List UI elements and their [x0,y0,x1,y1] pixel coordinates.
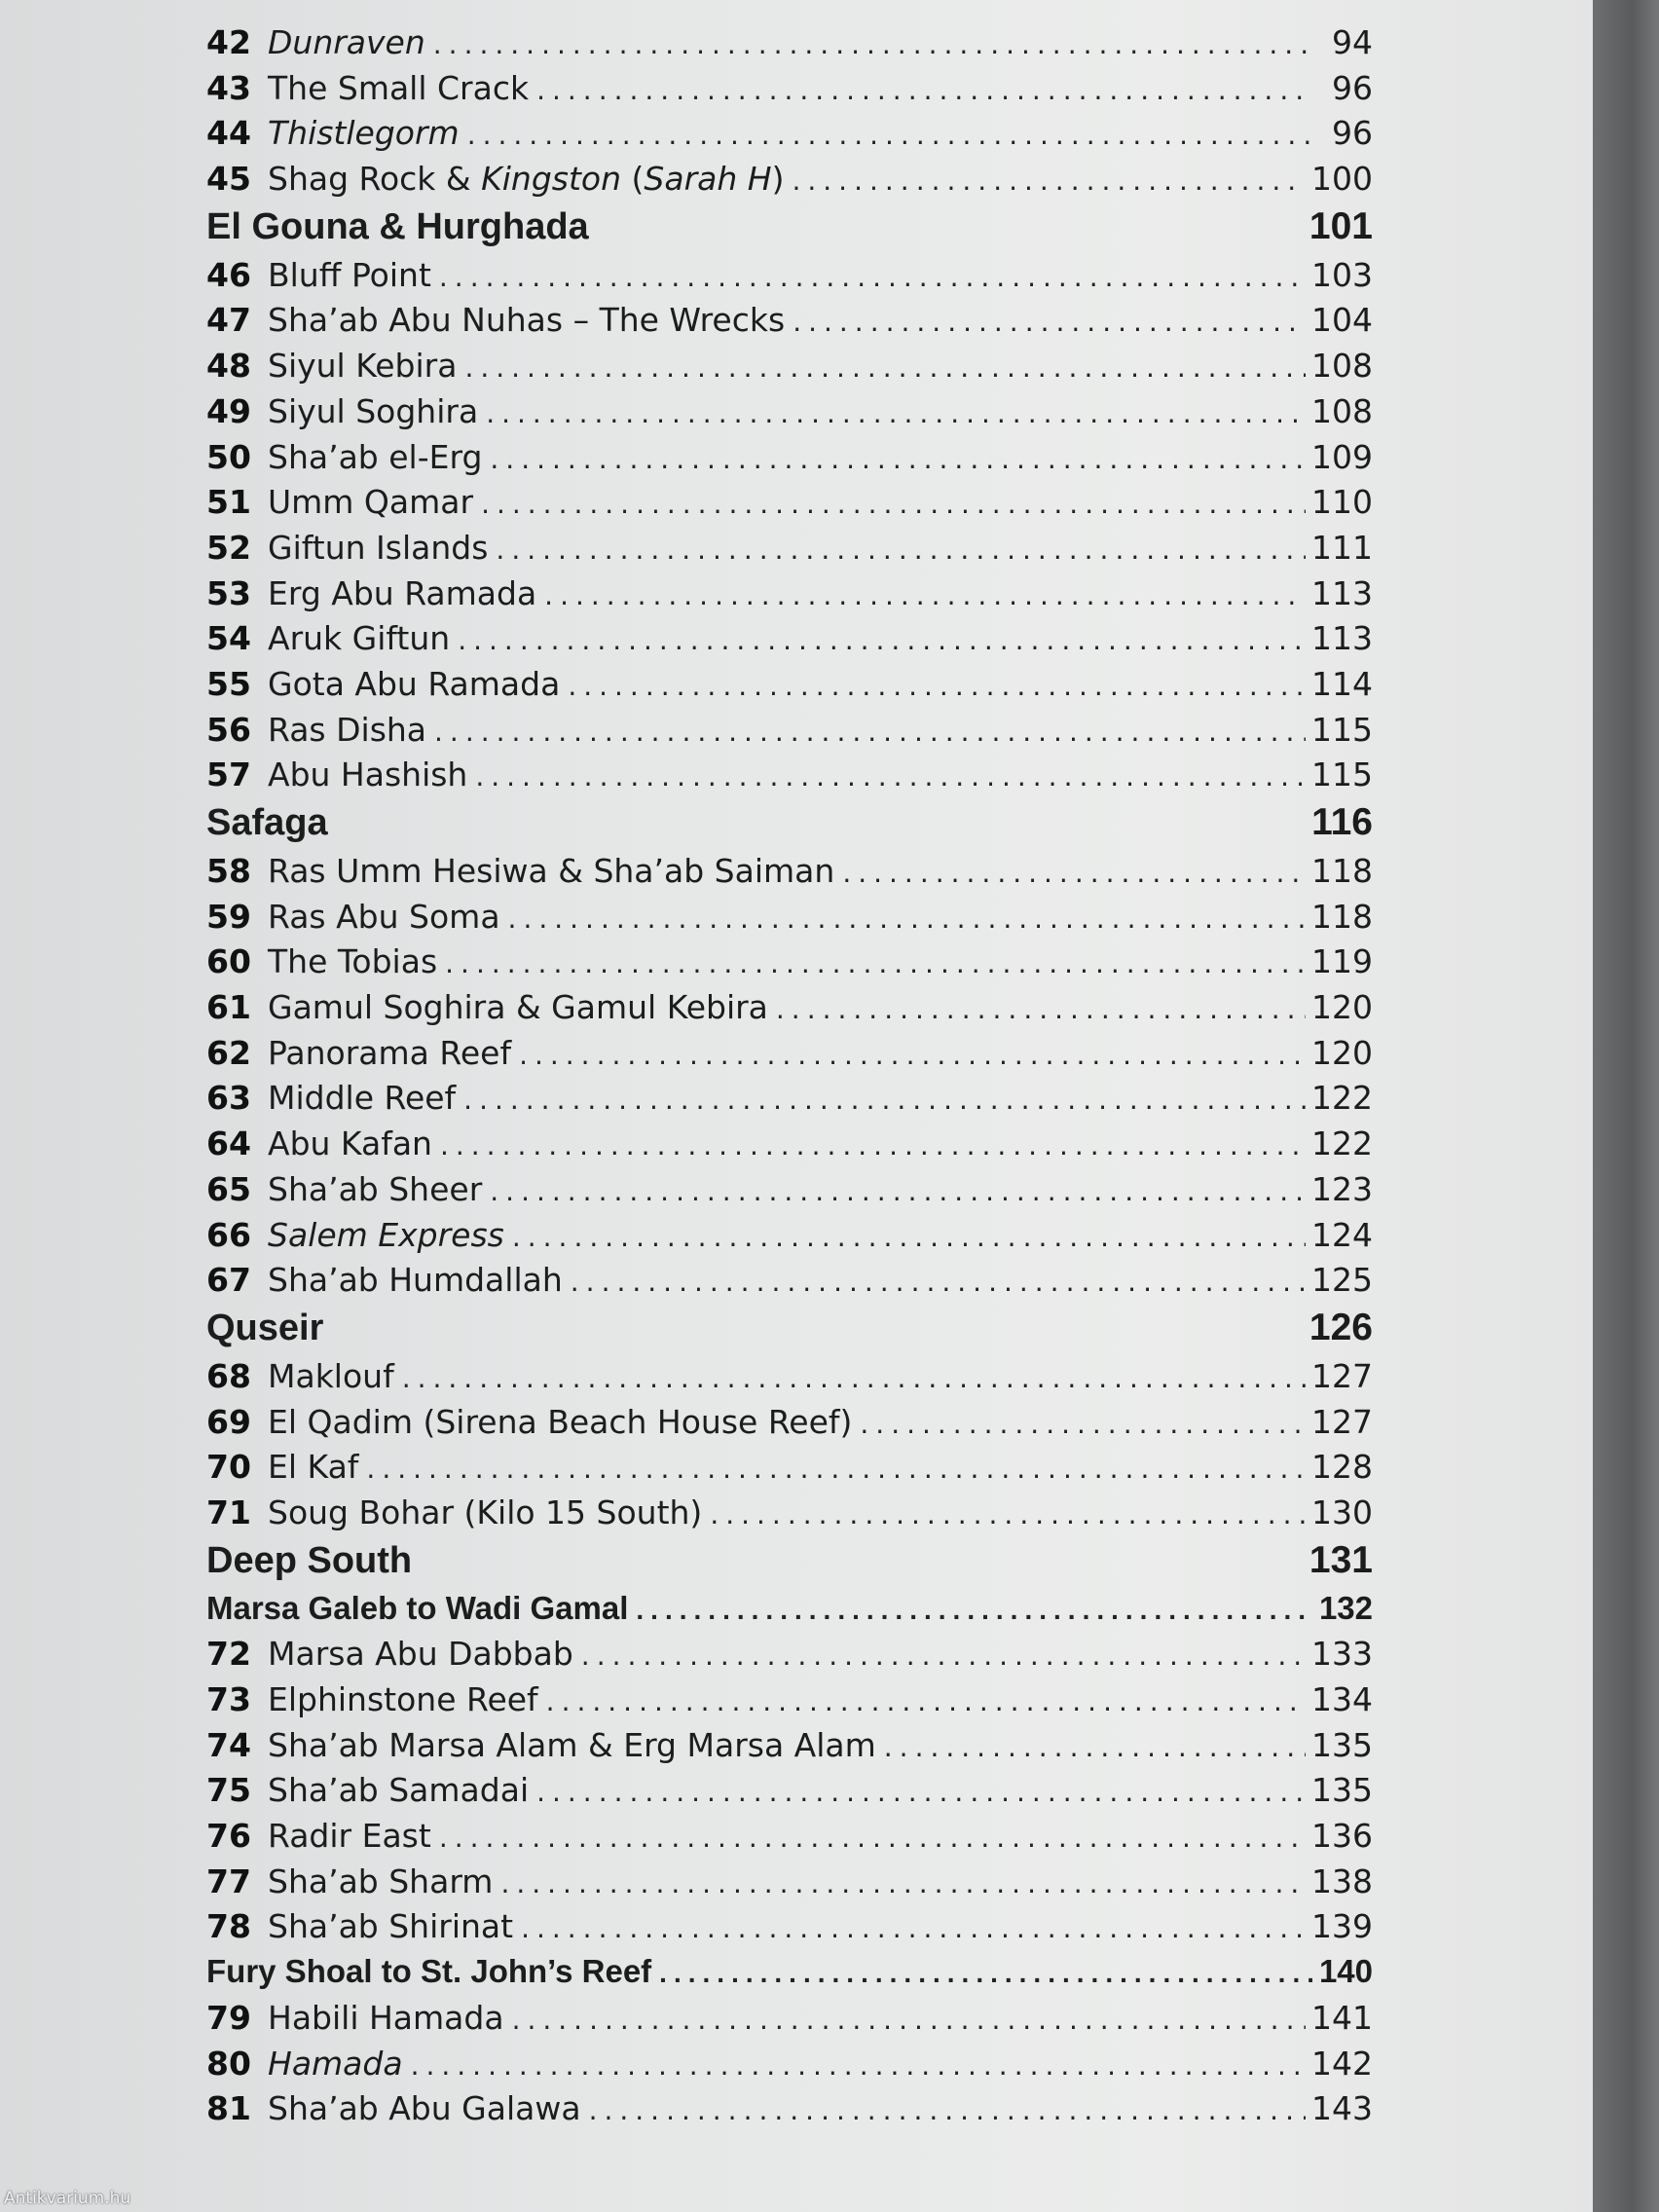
entry-number: 46 [206,255,251,294]
entry-number: 65 [206,1169,251,1208]
title-part: Erg Abu Ramada [268,573,537,612]
title-part: Radir East [268,1817,431,1856]
entry-title [268,1357,402,1395]
dot-leader [521,1912,1306,1944]
entry-number: 66 [206,1215,251,1254]
title-part: Siyul Soghira [268,391,479,430]
page-number: 139 [1311,1907,1373,1946]
entry-title [268,988,776,1026]
page-number: 104 [1311,301,1373,340]
section-title: Deep South [206,1539,413,1581]
toc-entry [206,483,1373,529]
entry-title [268,114,467,152]
entry-title [268,1862,500,1900]
entry-title [268,942,445,980]
dot-leader [636,1595,1312,1626]
toc-entry [206,256,1373,302]
toc-entry [206,1771,1373,1817]
italic-title-part: Thistlegorm [268,114,460,153]
watermark: Antikvarium.hu [4,2189,131,2208]
dot-leader [445,947,1306,979]
toc-subsection [206,1953,1373,1999]
toc-entry [206,1999,1373,2045]
section-heading-safaga [206,801,1373,852]
dot-leader [458,624,1306,656]
toc-entry [206,1493,1373,1539]
entry-number: 64 [206,1124,251,1163]
title-part: Sha’ab el-Erg [268,437,483,476]
entry-title [268,347,464,385]
page-number: 140 [1318,1953,1373,1990]
dot-leader [842,857,1306,889]
entry-title [268,619,458,657]
entry-title [268,392,486,430]
title-part: Marsa Galeb to Wadi Gamal [206,1589,629,1626]
entry-number: 58 [206,852,251,890]
page-number: 122 [1311,1079,1373,1118]
page-number: 127 [1311,1402,1373,1441]
entry-title [268,301,793,339]
entry-title [268,1170,490,1208]
entry-number: 71 [206,1493,251,1531]
title-part: Umm Qamar [268,483,474,522]
entry-title [268,1726,884,1764]
page-number: 96 [1332,68,1373,107]
toc-entry [206,1124,1373,1170]
section-heading-el-gouna-hurghada [206,205,1373,256]
page-number: 130 [1311,1493,1373,1531]
dot-leader [568,670,1306,702]
title-part: ) [771,160,785,199]
page-number: 118 [1311,897,1373,936]
toc-entry [206,898,1373,943]
toc-entry [206,1448,1373,1493]
subsection-title [206,1590,636,1627]
entry-number: 57 [206,756,251,794]
page-number: 122 [1311,1124,1373,1163]
page-number: 115 [1311,710,1373,749]
section-title: El Gouna & Hurghada [206,205,589,247]
dot-leader [884,1731,1306,1763]
title-part: Marsa Abu Dabbab [268,1635,573,1674]
toc-entry [206,2089,1373,2135]
entry-title [268,898,508,936]
entry-number: 75 [206,1771,251,1810]
entry-number: 67 [206,1261,251,1300]
dot-leader [500,1867,1306,1899]
dot-leader [508,903,1306,935]
toc-entry [206,852,1373,898]
entry-title [268,711,434,749]
toc-entry [206,1862,1373,1908]
page-number: 141 [1311,1998,1373,2037]
entry-number: 51 [206,483,251,522]
title-part: Abu Kafan [268,1124,432,1163]
page-number: 110 [1311,483,1373,522]
title-part: Sha’ab Marsa Alam & Erg Marsa Alam [268,1725,876,1764]
title-part: Sha’ab Sharm [268,1862,494,1900]
italic-title-part: Kingston [481,160,622,199]
page-number: 134 [1311,1680,1373,1718]
entry-number: 47 [206,301,251,340]
toc-entry [206,1216,1373,1262]
entry-title [268,2089,589,2127]
title-part: Fury Shoal to St. John’s Reef [206,1953,652,1990]
dot-leader [776,993,1306,1025]
dot-leader [490,443,1306,475]
dot-leader [486,397,1306,429]
dot-leader [402,1362,1306,1394]
toc-subsection [206,1590,1373,1636]
title-part: Sha’ab Abu Galawa [268,2089,581,2128]
title-part: Maklouf [268,1356,394,1395]
page-number: 109 [1311,437,1373,476]
title-part: Sha’ab Samadai [268,1771,530,1810]
toc-entry [206,2045,1373,2090]
page-number: 123 [1311,1169,1373,1208]
title-part: The Small Crack [268,68,530,107]
entry-title [268,1999,512,2037]
page-number: 103 [1311,255,1373,294]
section-page-number: 126 [1309,1306,1373,1348]
toc-entry [206,23,1373,69]
dot-leader [481,488,1306,520]
entry-number: 72 [206,1635,251,1674]
entry-number: 44 [206,114,251,153]
page-number: 135 [1311,1771,1373,1810]
entry-title [268,1261,571,1299]
title-part: El Qadim (Sirena Beach House Reef) [268,1402,853,1441]
dot-leader [710,1498,1306,1530]
entry-title [268,483,481,521]
title-part: Siyul Kebira [268,347,458,386]
entry-number: 80 [206,2044,251,2083]
page-number: 138 [1311,1862,1373,1900]
entry-number: 76 [206,1817,251,1856]
page-number: 125 [1311,1261,1373,1300]
toc-entry [206,438,1373,484]
entry-title [268,529,496,567]
page-number: 136 [1311,1817,1373,1856]
dot-leader [439,1822,1306,1854]
title-part: Shag Rock & [268,160,482,199]
entry-number: 77 [206,1862,251,1900]
dot-leader [433,28,1312,60]
section-heading-deep-south [206,1539,1373,1590]
section-page-number: 101 [1309,204,1373,247]
entry-title [268,1448,366,1486]
subsection-title [206,1953,659,1990]
title-part: Sha’ab Shirinat [268,1907,514,1946]
dot-leader [792,165,1306,197]
entry-number: 74 [206,1725,251,1764]
table-of-contents [206,23,1373,2135]
toc-entry [206,665,1373,711]
entry-title [268,1635,581,1673]
entry-number: 62 [206,1033,251,1072]
page-number: 115 [1311,756,1373,794]
entry-title [268,438,490,476]
entry-number: 48 [206,347,251,386]
page-number: 108 [1311,391,1373,430]
entry-title [268,256,439,294]
dot-leader [439,261,1306,293]
dot-leader [536,74,1312,106]
title-part: Sha’ab Abu Nuhas – The Wrecks [268,301,786,340]
title-part: Ras Umm Hesiwa & Sha’ab Saiman [268,852,835,890]
section-title: Quseir [206,1307,324,1348]
section-title: Safaga [206,802,328,843]
toc-entry [206,347,1373,392]
toc-entry [206,988,1373,1034]
entry-title [268,1907,521,1945]
entry-number: 54 [206,619,251,658]
title-part: Elphinstone Reef [268,1680,538,1718]
page-number: 120 [1311,1033,1373,1072]
title-part: Habili Hamada [268,1998,504,2037]
page-edge-shadow [1593,0,1659,2212]
entry-title [268,1124,440,1162]
toc-entry [206,1680,1373,1726]
page-number: 114 [1311,664,1373,703]
italic-title-part: Hamada [268,2044,403,2083]
entry-title [268,160,792,198]
page-number: 133 [1311,1635,1373,1674]
entry-number: 69 [206,1402,251,1441]
dot-leader [411,2049,1306,2082]
toc-entry [206,756,1373,801]
toc-entry [206,69,1373,115]
dot-leader [464,351,1306,384]
toc-entry [206,1907,1373,1953]
toc-entry [206,529,1373,574]
title-part: Ras Disha [268,710,427,749]
section-page-number: 131 [1309,1538,1373,1581]
italic-title-part: Sarah H [644,160,772,199]
entry-number: 81 [206,2089,251,2128]
dot-leader [366,1453,1306,1485]
page-number: 132 [1318,1589,1373,1626]
dot-leader [512,2004,1306,2036]
page-number: 108 [1311,347,1373,386]
toc-entry [206,301,1373,347]
entry-number: 43 [206,68,251,107]
title-part: Bluff Point [268,255,431,294]
entry-title [268,1493,710,1531]
toc-entry [206,619,1373,665]
title-part: Sha’ab Humdallah [268,1261,563,1300]
page-number: 94 [1332,23,1373,61]
toc-entry [206,1079,1373,1124]
dot-leader [512,1221,1306,1253]
toc-entry [206,1403,1373,1449]
entry-number: 68 [206,1356,251,1395]
dot-leader [536,1776,1306,1808]
entry-number: 50 [206,437,251,476]
page-number: 111 [1311,528,1373,567]
toc-entry [206,1261,1373,1307]
dot-leader [793,306,1306,338]
title-part: ( [621,160,645,199]
dot-leader [571,1266,1306,1298]
title-part: Aruk Giftun [268,619,451,658]
toc-entry [206,1635,1373,1680]
entry-number: 42 [206,23,251,61]
toc-entry [206,1034,1373,1080]
toc-entry [206,114,1373,160]
toc-entry [206,711,1373,756]
entry-number: 45 [206,160,251,199]
title-part: Gamul Soghira & Gamul Kebira [268,988,768,1027]
dot-leader [860,1408,1306,1440]
dot-leader [440,1129,1306,1161]
page-number: 120 [1311,988,1373,1027]
dot-leader [544,579,1306,611]
title-part: Soug Bohar (Kilo 15 South) [268,1493,703,1531]
dot-leader [467,119,1312,151]
page-number: 124 [1311,1215,1373,1254]
page-number: 118 [1311,852,1373,890]
entry-title [268,69,536,107]
entry-number: 55 [206,664,251,703]
page-number: 128 [1311,1448,1373,1487]
dot-leader [581,1640,1306,1672]
page-number: 142 [1311,2044,1373,2083]
entry-title [268,23,433,61]
entry-title [268,1079,463,1117]
page-number: 135 [1311,1725,1373,1764]
entry-title [268,574,544,612]
entry-title [268,852,842,890]
title-part: Ras Abu Soma [268,897,500,936]
entry-number: 59 [206,897,251,936]
entry-number: 73 [206,1680,251,1718]
entry-number: 52 [206,528,251,567]
page-number: 113 [1311,619,1373,658]
toc-entry [206,392,1373,438]
entry-title [268,756,475,793]
entry-number: 49 [206,391,251,430]
title-part: Middle Reef [268,1079,457,1118]
entry-title [268,2045,411,2083]
title-part: The Tobias [268,942,438,981]
dot-leader [490,1175,1306,1207]
toc-entry [206,1817,1373,1862]
entry-number: 60 [206,942,251,981]
toc-entry [206,942,1373,988]
dot-leader [519,1039,1306,1071]
dot-leader [475,760,1306,793]
toc-entry [206,160,1373,205]
title-part: Gota Abu Ramada [268,664,561,703]
title-part: El Kaf [268,1448,359,1487]
page-number: 127 [1311,1356,1373,1395]
dot-leader [589,2094,1306,2126]
entry-number: 79 [206,1998,251,2037]
page-number: 113 [1311,573,1373,612]
section-heading-quseir [206,1307,1373,1357]
title-part: Sha’ab Sheer [268,1169,483,1208]
entry-title [268,1034,519,1072]
dot-leader [546,1685,1306,1717]
page-number: 143 [1311,2089,1373,2128]
dot-leader [434,716,1306,748]
page-number: 119 [1311,942,1373,981]
page-number: 100 [1311,160,1373,199]
toc-entry [206,1726,1373,1772]
section-page-number: 116 [1311,801,1373,843]
italic-title-part: Dunraven [268,23,425,61]
toc-entry [206,574,1373,620]
entry-number: 61 [206,988,251,1027]
entry-title [268,1771,536,1809]
toc-entry [206,1170,1373,1216]
entry-number: 63 [206,1079,251,1118]
entry-number: 56 [206,710,251,749]
entry-title [268,1216,512,1254]
entry-title [268,1817,439,1855]
dot-leader [463,1084,1306,1116]
toc-entry [206,1357,1373,1403]
entry-title [268,665,568,703]
entry-title [268,1403,860,1441]
entry-number: 78 [206,1907,251,1946]
italic-title-part: Salem Express [268,1215,504,1254]
title-part: Giftun Islands [268,528,489,567]
page-number: 96 [1332,114,1373,153]
dot-leader [496,534,1306,566]
title-part: Panorama Reef [268,1033,512,1072]
entry-title [268,1680,546,1718]
entry-number: 53 [206,573,251,612]
dot-leader [659,1958,1312,1989]
title-part: Abu Hashish [268,756,468,794]
entry-number: 70 [206,1448,251,1487]
